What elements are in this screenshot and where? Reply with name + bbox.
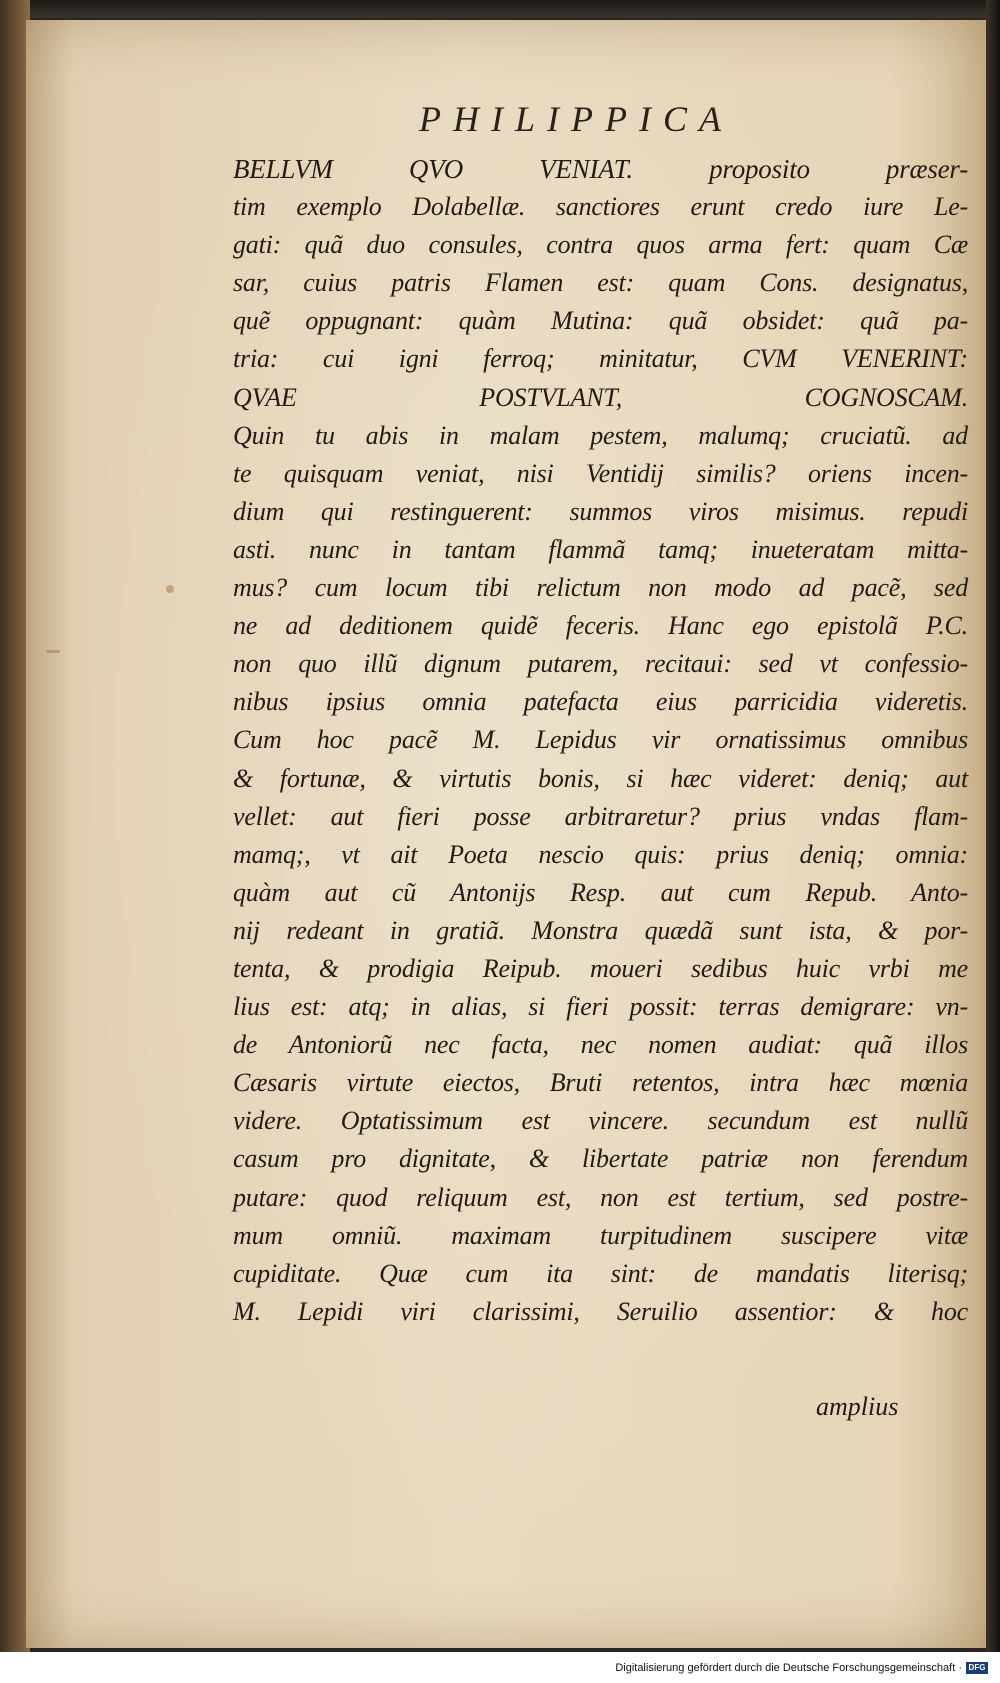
- text-line: nij redeant in gratiã. Monstra quædã sunt ista, & por-: [233, 915, 968, 945]
- text-line: QVAE POSTVLANT, COGNOSCAM.: [233, 382, 968, 412]
- text-line: mum omniũ. maximam turpitudinem suscipere vitæ: [233, 1220, 968, 1250]
- credit-text: Digitalisierung gefördert durch die Deutsche Forschungsgemeinschaft ·: [615, 1662, 962, 1674]
- top-edge: [0, 0, 1000, 18]
- text-line: lius est: atq; in alias, si fieri possit: terras demigrare: vn-: [233, 992, 968, 1022]
- text-line: sar, cuius patris Flamen est: quam Cons. designatus,: [233, 268, 968, 298]
- text-line: quẽ oppugnant: quàm Mutina: quã obsidet: quã pa-: [233, 306, 968, 336]
- text-line: nibus ipsius omnia patefacta eius parricidia videretis.: [233, 687, 968, 717]
- paper-stain: [166, 585, 174, 593]
- page-header: [26, 98, 986, 140]
- text-line: Cum hoc pacẽ M. Lepidus vir ornatissimus omnibus: [233, 725, 968, 755]
- text-line: M. Lepidi viri clarissimi, Seruilio assentior: & hoc: [233, 1296, 968, 1326]
- text-line: non quo illũ dignum putarem, recitaui: sed vt confessio-: [233, 649, 968, 679]
- text-line: tim exemplo Dolabellæ. sanctiores erunt credo iure Le-: [233, 192, 968, 222]
- text-line: mus? cum locum tibi relictum non modo ad pacẽ, sed: [233, 573, 968, 603]
- text-line: mamq;, vt ait Poeta nescio quis: prius deniq; omnia:: [233, 839, 968, 869]
- text-line: asti. nunc in tantam flammã tamq; inueteratam mitta-: [233, 534, 968, 564]
- text-line: tria: cui igni ferroq; minitatur, CVM VENERINT:: [233, 344, 968, 374]
- text-line: & fortunæ, & virtutis bonis, si hæc videret: deniq; aut: [233, 763, 968, 793]
- text-line: tenta, & prodigia Reipub. moueri sedibus huic vrbi me: [233, 953, 968, 983]
- text-line: Cæsaris virtute eiectos, Bruti retentos, intra hæc mœnia: [233, 1068, 968, 1098]
- text-line: ne ad deditionem quidẽ feceris. Hanc ego epistolã P.C.: [233, 611, 968, 641]
- digitization-credit: [615, 1662, 988, 1674]
- right-edge: [986, 0, 1000, 1652]
- body-text: [233, 150, 968, 1331]
- text-line: BELLVM QVO VENIAT. proposito præser-: [233, 154, 968, 184]
- text-line: gati: quã duo consules, contra quos arma fert: quam Cæ: [233, 230, 968, 260]
- book-page: [26, 20, 986, 1648]
- running-head: PHILIPPICA: [419, 99, 733, 139]
- text-line: cupiditate. Quæ cum ita sint: de mandatis literisq;: [233, 1258, 968, 1288]
- text-line: de Antoniorũ nec facta, nec nomen audiat: quã illos: [233, 1030, 968, 1060]
- text-line: putare: quod reliquum est, non est tertium, sed postre-: [233, 1182, 968, 1212]
- paper-stain: [46, 650, 60, 653]
- dfg-logo: DFG: [966, 1662, 988, 1674]
- text-line: te quisquam veniat, nisi Ventidij similis? oriens incen-: [233, 458, 968, 488]
- text-line: vellet: aut fieri posse arbitraretur? prius vndas flam-: [233, 801, 968, 831]
- text-line: dium qui restinguerent: summos viros misimus. repudi: [233, 496, 968, 526]
- text-line: Quin tu abis in malam pestem, malumq; cruciatũ. ad: [233, 420, 968, 450]
- catchword: amplius: [816, 1392, 899, 1421]
- text-line: quàm aut cũ Antonijs Resp. aut cum Repub. Anto-: [233, 877, 968, 907]
- text-line: videre. Optatissimum est vincere. secundum est nullũ: [233, 1106, 968, 1136]
- text-line: casum pro dignitate, & libertate patriæ non ferendum: [233, 1144, 968, 1174]
